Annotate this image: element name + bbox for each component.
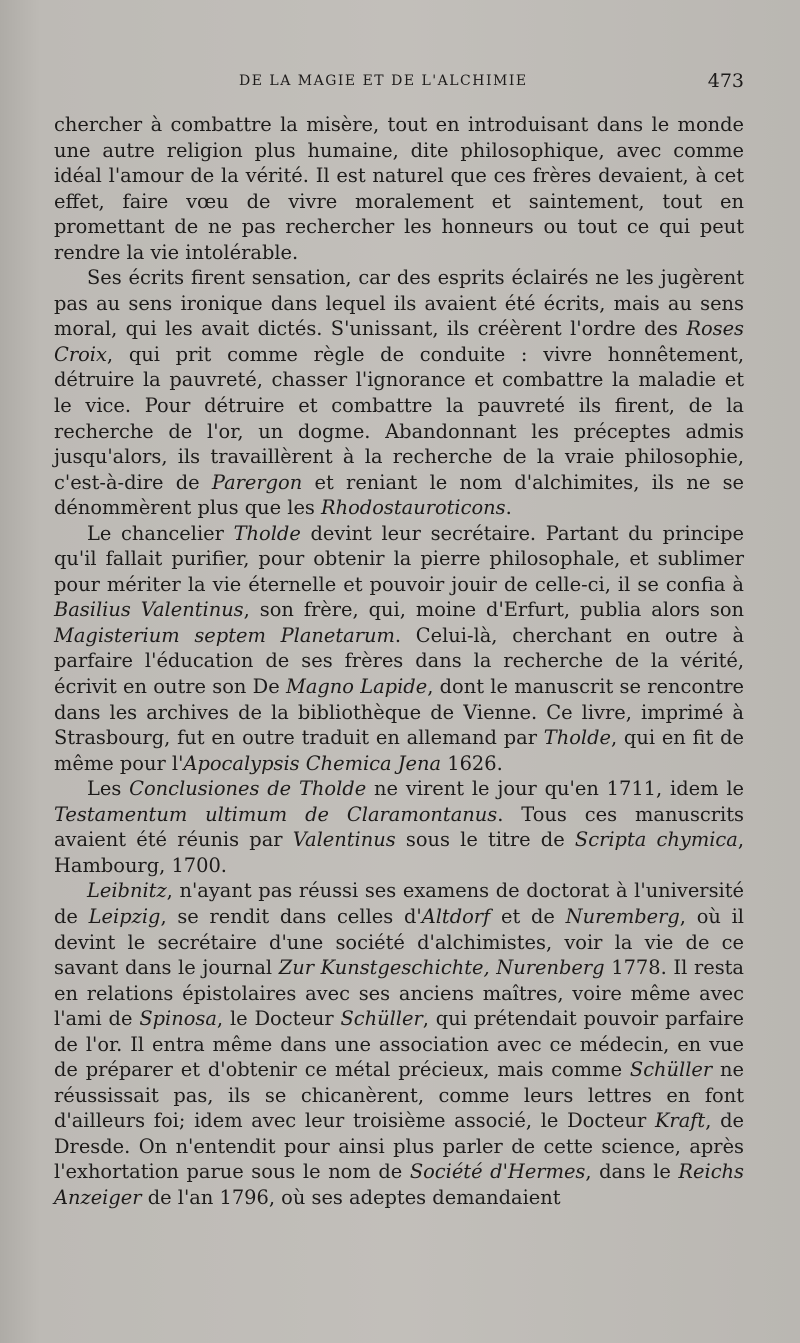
italic-term: Apocalypsis Chemica Jena (183, 751, 442, 775)
text-run: devint leur secrétaire. Partant du principe qu'il fallait purifier, pour obtenir la pierre philosophale, et sublimer pour mériter la vie éternelle et pouvoir jouir de celle-ci, il se confia à (54, 521, 744, 596)
text-run: , Hambourg, 1700. (54, 828, 745, 877)
italic-term: Nuremberg (565, 904, 680, 928)
text-run: . (505, 496, 512, 520)
italic-term: Spinosa (139, 1007, 217, 1031)
italic-term: Scripta chymica (574, 828, 738, 852)
text-run: ne virent le jour qu'en 1711, idem le (366, 777, 744, 801)
italic-term: Société d'Hermes (409, 1160, 586, 1184)
italic-term: Leibnitz (87, 879, 167, 903)
text-run: , qui prit comme règle de conduite : vivre honnêtement, détruire la pauvreté, chasser l'ignorance et combattre la maladie et le vice. Pour détruire et combattre la pauvreté ils firent, de la recherche de l'or, un dogme. Abandonnant les préceptes admis jusqu'alors, ils travaillèrent à la recherche de la vraie philosophie, c'est-à-dire de (54, 342, 744, 494)
text-run: , son frère, qui, moine d'Erfurt, publia alors son (243, 598, 745, 622)
text-run: 1778. Il resta en relations épistolaires avec ses anciens maîtres, voire même avec l'ami de (54, 956, 744, 1031)
text-run: , n'ayant pas réussi ses examens de doctorat à l'université de (54, 879, 744, 928)
text-run: , dont le manuscrit se rencontre dans les archives de la bibliothèque de Vienne. Ce livre, imprimé à Strasbourg, fut en outre traduit en allemand par (54, 675, 745, 750)
italic-term: Magno Lapide (285, 675, 428, 699)
text-run: de l'an 1796, où ses adeptes demandaient (141, 1185, 561, 1209)
text-run: Les (87, 777, 130, 801)
running-title: DE LA MAGIE ET DE L'ALCHIMIE (239, 73, 528, 89)
text-run: ne réussissait pas, ils se chicanèrent, comme leurs lettres en font d'ailleurs foi; idem avec leur troisième associé, le Docteur (54, 1058, 744, 1133)
text-run: Le chancelier (87, 521, 234, 545)
text-run: et de (490, 904, 566, 928)
text-run: , dans le (585, 1160, 679, 1184)
text-run: sous le titre de (395, 828, 575, 852)
body-text (54, 112, 744, 1211)
text-run: , le Docteur (216, 1007, 341, 1031)
italic-term: Zur Kunstgeschichte, Nurenberg (278, 956, 605, 980)
text-run: . Celui-là, cherchant en outre à parfaire l'éducation de ses frères dans la recherche de la vérité, écrivit en outre son De (54, 623, 745, 699)
italic-term: Valentinus (292, 828, 396, 852)
italic-term: Schüller (340, 1007, 423, 1031)
page-header (54, 70, 744, 96)
italic-term: Tholde (233, 521, 301, 545)
italic-term: Kraft (654, 1109, 706, 1133)
text-run: , qui en fit de même pour l' (54, 726, 744, 775)
italic-term: Schüller (629, 1058, 713, 1082)
italic-term: Reichs Anzeiger (54, 1160, 744, 1209)
text-run: , se rendit dans celles d' (160, 904, 422, 928)
italic-term: Rhodostauroticons (321, 496, 506, 520)
italic-term: Parergon (211, 470, 303, 494)
paragraph-4 (54, 776, 744, 878)
text-run: et reniant le nom d'alchimites, ils ne se dénommèrent plus que les (54, 470, 744, 520)
italic-term: Tholde (543, 726, 611, 750)
italic-term: Altdorf (421, 904, 491, 928)
text-run: chercher à combattre la misère, tout en introduisant dans le monde une autre religion plus humaine, dite philosophique, avec comme idéal l'amour de la vérité. Il est naturel que ces frères devaient, à cet effet, faire vœu de vivre moralement et saintement, tout en promettant de ne pas rechercher les honneurs ou tout ce qui peut rendre la vie intolérable. (54, 113, 744, 264)
text-run: , de Dresde. On n'entendit pour ainsi plus parler de cette science, après l'exhortation parue sous le nom de (54, 1109, 745, 1184)
paragraph-2 (54, 265, 744, 520)
italic-term: Leipzig (88, 904, 161, 928)
text-run: 1626. (441, 751, 503, 775)
italic-term: Basilius Valentinus (54, 598, 244, 622)
text-run: Ses écrits firent sensation, car des esprits éclairés ne les jugèrent pas au sens ironique dans lequel ils avaient été écrits, mais au sens moral, qui les avait dictés. S'unissant, ils créèrent l'ordre des (54, 266, 744, 341)
text-run: . Tous ces manuscrits avaient été réunis par (54, 802, 744, 852)
italic-term: Magisterium septem Planetarum (54, 623, 395, 647)
page-number: 473 (707, 70, 744, 92)
paragraph-5 (54, 878, 744, 1210)
text-run: , qui prétendait pouvoir parfaire de l'or. Il entra même dans une association avec ce médecin, en vue de préparer et d'obtenir ce métal précieux, mais comme (54, 1007, 745, 1082)
italic-term: Testamentum ultimum de Claramontanus (54, 802, 498, 826)
text-run: , où il devint le secrétaire d'une société d'alchimistes, voir la vie de ce savant dans le journal (54, 904, 745, 980)
paragraph-3 (54, 521, 744, 776)
paragraph-1 (54, 112, 744, 265)
italic-term: Roses Croix (54, 317, 744, 366)
italic-term: Conclusiones de Tholde (129, 777, 367, 801)
